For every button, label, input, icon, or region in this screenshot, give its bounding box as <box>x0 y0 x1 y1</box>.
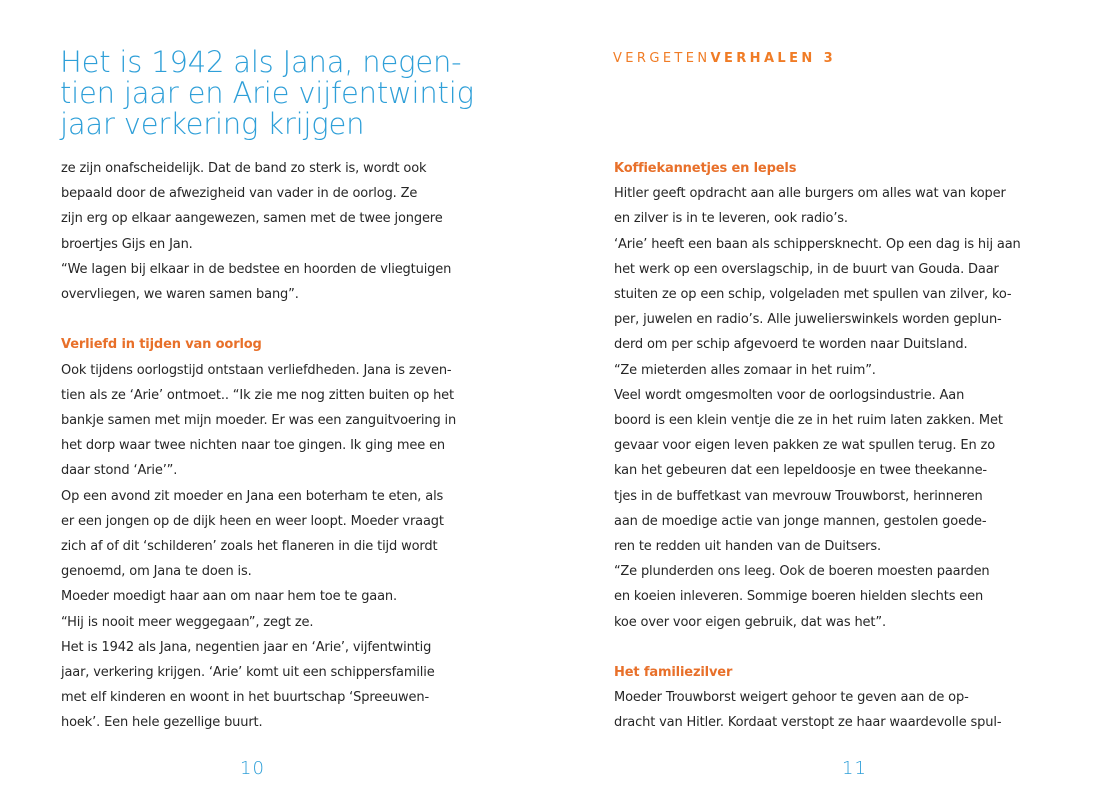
body-line: zijn erg op elkaar aangewezen, samen met de twee jongere <box>61 211 443 227</box>
body-line: daar stond ‘Arie’”. <box>61 463 178 479</box>
body-line: “Ze mieterden alles zomaar in het ruim”. <box>614 362 876 378</box>
body-line: ze zijn onafscheidelijk. Dat de band zo sterk is, wordt ook <box>61 161 427 176</box>
body-line: broertjes Gijs en Jan. <box>61 236 193 252</box>
chapter-headline <box>60 47 520 140</box>
body-line: Het is 1942 als Jana, negentien jaar en ‘Arie’, vijfentwintig <box>61 639 432 655</box>
body-line: dracht van Hitler. Kordaat verstopt ze haar waardevolle spul- <box>614 715 1002 731</box>
body-line: het dorp waar twee nichten naar toe gingen. Ik ging mee en <box>61 438 446 454</box>
body-line: en koeien inleveren. Sommige boeren hielden slechts een <box>614 589 984 605</box>
body-line: per, juwelen en radio’s. Alle juwelierswinkels worden geplun- <box>614 312 1002 328</box>
body-line: “Ze plunderden ons leeg. Ook de boeren moesten paarden <box>614 564 990 580</box>
series-title-bold: VERHALEN 3 <box>710 51 837 66</box>
body-line: koe over voor eigen gebruik, dat was het”. <box>614 614 886 630</box>
body-line: kan het gebeuren dat een lepeldoosje en twee theekanne- <box>614 463 987 479</box>
headline-line: Het is 1942 als Jana, negen- <box>60 45 462 79</box>
body-line: Moeder Trouwborst weigert gehoor te geven aan de op- <box>614 690 969 706</box>
body-line: ren te redden uit handen van de Duitsers. <box>614 539 881 555</box>
body-line: “We lagen bij elkaar in de bedstee en hoorden de vliegtuigen <box>61 261 452 277</box>
body-line: het werk op een overslagschip, in de buurt van Gouda. Daar <box>614 261 999 277</box>
body-line: stuiten ze op een schip, volgeladen met spullen van zilver, ko- <box>614 287 1012 303</box>
left-body-text <box>61 156 531 736</box>
paragraph-gap <box>614 635 1084 660</box>
headline-line: jaar verkering krijgen <box>60 107 365 141</box>
section-heading-familiezilver: Het familiezilver <box>614 665 733 681</box>
body-line: Hitler geeft opdracht aan alle burgers om alles wat van koper <box>614 186 1006 202</box>
body-line: Op een avond zit moeder en Jana een boterham te eten, als <box>61 488 444 504</box>
body-line: “Hij is nooit meer weggegaan”, zegt ze. <box>61 614 314 630</box>
series-title-light: VERGETEN <box>613 51 711 66</box>
body-line: derd om per schip afgevoerd te worden naar Duitsland. <box>614 337 968 353</box>
series-title <box>613 51 836 66</box>
paragraph-gap <box>61 307 531 332</box>
body-line: er een jongen op de dijk heen en weer loopt. Moeder vraagt <box>61 513 444 529</box>
body-line: tjes in de buffetkast van mevrouw Trouwborst, herinneren <box>614 488 983 504</box>
body-line: tien als ze ‘Arie’ ontmoet.. “Ik zie me nog zitten buiten op het <box>61 387 454 403</box>
body-line: met elf kinderen en woont in het buurtschap ‘Spreeuwen- <box>61 690 430 706</box>
body-line: ‘Arie’ heeft een baan als schippersknecht. Op een dag is hij aan <box>614 236 1021 252</box>
body-line: aan de moedige actie van jonge mannen, gestolen goede- <box>614 513 987 529</box>
body-line: boord is een klein ventje die ze in het ruim laten zakken. Met <box>614 413 1003 429</box>
body-line: bankje samen met mijn moeder. Er was een zanguitvoering in <box>61 413 457 429</box>
body-line: zich af of dit ‘schilderen’ zoals het flaneren in die tijd wordt <box>61 539 438 555</box>
right-body-text <box>614 156 1084 736</box>
body-line: jaar, verkering krijgen. ‘Arie’ komt uit een schippersfamilie <box>61 665 435 681</box>
section-heading-koffiekannetjes: Koffiekannetjes en lepels <box>614 161 797 176</box>
body-line: Moeder moedigt haar aan om naar hem toe te gaan. <box>61 589 398 605</box>
page-number-right: 11 <box>842 758 867 779</box>
body-line: Ook tijdens oorlogstijd ontstaan verliefdheden. Jana is zeven- <box>61 362 452 378</box>
page-number-left: 10 <box>240 758 265 779</box>
body-line: overvliegen, we waren samen bang”. <box>61 287 299 303</box>
body-line: en zilver is in te leveren, ook radio’s. <box>614 211 848 227</box>
section-heading-verliefd: Verliefd in tijden van oorlog <box>61 337 262 353</box>
body-line: bepaald door de afwezigheid van vader in de oorlog. Ze <box>61 186 418 202</box>
body-line: gevaar voor eigen leven pakken ze wat spullen terug. En zo <box>614 438 996 454</box>
body-line: hoek’. Een hele gezellige buurt. <box>61 715 263 731</box>
headline-line: tien jaar en Arie vijfentwintig <box>60 76 474 110</box>
right-page <box>555 0 1110 807</box>
body-line: Veel wordt omgesmolten voor de oorlogsindustrie. Aan <box>614 387 965 403</box>
body-line: genoemd, om Jana te doen is. <box>61 564 252 580</box>
